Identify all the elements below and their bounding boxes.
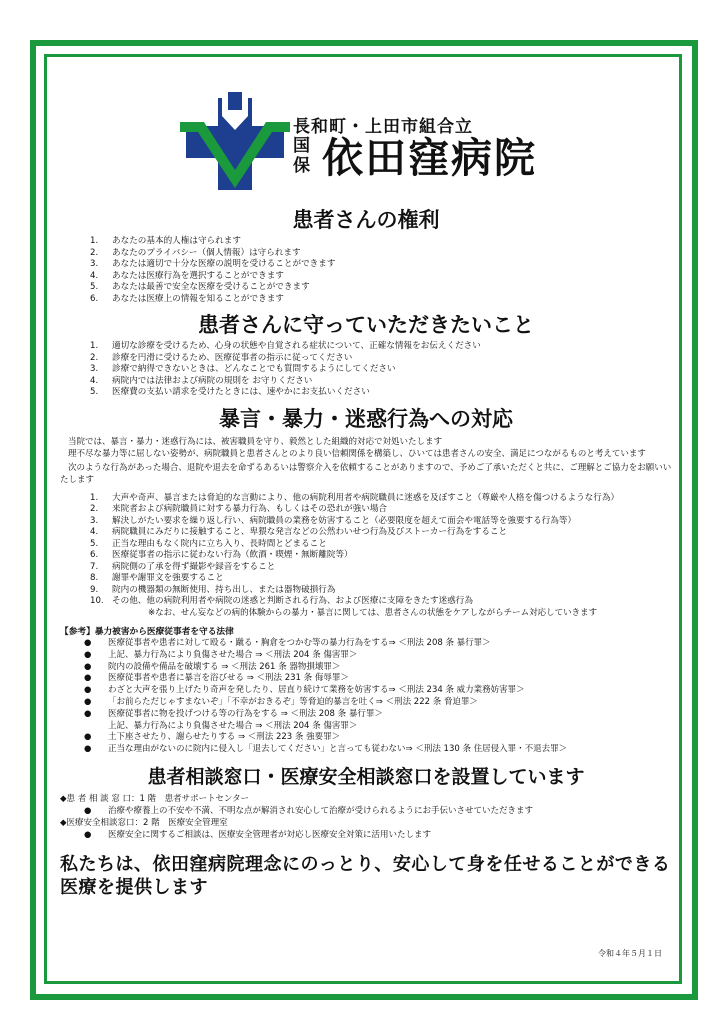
hospital-subtitle: 長和町・上田市組合立 bbox=[293, 117, 473, 137]
list-item: 1. 大声や奇声、暴言または脅迫的な言動により、他の病院利用者や病院職員に迷惑を及ぼすこと（尊厳や人格を傷つけるような行為） bbox=[90, 492, 620, 503]
list-item: 3. あなたは適切で十分な医療の説明を受けることができます bbox=[90, 259, 336, 269]
list-item: 4. あなたは医療行為を選択することができます bbox=[90, 270, 284, 281]
consultation-title: 患者相談窓口・医療安全相談窓口を設置しています bbox=[147, 765, 585, 788]
list-item: ● 医療従事者や患者に暴言を浴びせる ⇒ ＜刑法 231 条 侮辱罪＞ bbox=[84, 673, 349, 684]
list-item: 6. あなたは医療上の情報を知ることができます bbox=[90, 293, 284, 304]
list-item: 2. あなたのプライバシー（個人情報）は守られます bbox=[90, 247, 301, 258]
list-item: 3. 解決しがたい要求を繰り返し行い、病院職員の業務を妨害すること（必要限度を超えて面会や電話等を強要する行為等） bbox=[90, 515, 577, 526]
list-item: 9. 院内の機器類の無断使用、持ち出し、または器物破損行為 bbox=[90, 584, 336, 595]
list-item: 5. 医療費の支払い請求を受けたときには、速やかにお支払いください bbox=[90, 387, 370, 397]
kokuho-label: 国保 bbox=[293, 136, 310, 176]
list-item: ● 正当な理由がないのに院内に侵入し「退去してください」と言っても従わない⇒ ＜刑法 130 条 住居侵入罪・不退去罪＞ bbox=[84, 744, 568, 755]
list-item: 2. 来院者および病院職員に対する暴力行為、もしくはその恐れが強い場合 bbox=[90, 504, 388, 514]
list-item: 4. 病院内では法律および病院の規則を お守りください bbox=[90, 375, 313, 386]
violence-paragraph: 理不尽な暴力等に屈しない姿勢が、病院職員と患者さんとのより良い信頼関係を構築し、ひいては患者さんの安全、満足につながるものと考えています bbox=[68, 448, 646, 459]
violence-paragraph: 次のような行為があった場合、退院や退去を命ずるあるいは警察介入を依頼することがありますので、予めご了承いただくと共に、ご理解とご協力をお願いいたします bbox=[60, 462, 672, 485]
list-item: 2. 診療を円滑に受けるため、医療従事者の指示に従ってください bbox=[90, 352, 353, 363]
rights-title: 患者さんの権利 bbox=[292, 208, 440, 232]
requests-title: 患者さんに守っていただきたいこと bbox=[198, 313, 534, 337]
poster-content bbox=[60, 92, 672, 899]
list-item: ● 「お前らただじゃすまないぞ」「不幸がおきるぞ」等脅迫的暴言を吐く⇒ ＜刑法 222 条 脅迫罪＞ bbox=[84, 696, 478, 707]
rights-list bbox=[60, 236, 672, 305]
closing-statement: 私たちは、依田窪病院理念にのっとり、安心して身を任せることができる医療を提供します bbox=[60, 853, 671, 898]
hospital-name: 依田窪病院 bbox=[322, 134, 537, 182]
issue-date: 令和４年５月１日 bbox=[598, 949, 662, 958]
reference-title: 【参考】暴力被害から医療従事者を守る法律 bbox=[60, 627, 234, 637]
cross-logo-icon bbox=[180, 92, 290, 196]
list-item: 6. 医療従事者の指示に従わない行為（飲酒・喫煙・無断離院等） bbox=[90, 550, 353, 560]
patient-desk-label: ◆患 者 相 談 窓 口：1 階 患者サポートセンター bbox=[60, 793, 250, 804]
list-item: ● 院内の設備や備品を破壊する ⇒ ＜刑法 261 条 器物損壊罪＞ bbox=[84, 661, 341, 672]
violence-title: 暴言・暴力・迷惑行為への対応 bbox=[219, 406, 513, 431]
list-item: 7. 病院側の了承を得ず撮影や録音をすること bbox=[90, 561, 276, 572]
violence-list bbox=[60, 493, 672, 608]
requests-list bbox=[60, 341, 672, 399]
list-item: 3. 診療で納得できないときは、どんなことでも質問するようにしてください bbox=[90, 364, 396, 374]
safety-desk-label: ◆医療安全相談窓口：2 階 医療安全管理室 bbox=[60, 817, 228, 828]
list-item: ● 上記、暴力行為により負傷させた場合 ⇒ ＜刑法 204 条 傷害罪＞ bbox=[84, 649, 358, 660]
list-item: 上記、暴力行為により負傷させた場合 ⇒ ＜刑法 204 条 傷害罪＞ bbox=[108, 720, 358, 731]
list-item: ● 医療従事者や患者に対して殴る・蹴る・胸倉をつかむ等の暴力行為をする⇒ ＜刑法 208 条 暴行罪＞ bbox=[84, 638, 491, 648]
violence-note: ※なお、せん妄などの病的体験からの暴力・暴言に関しては、患者さんの状態をケアしながらチーム対応していきます bbox=[148, 607, 598, 618]
reference-list bbox=[60, 638, 672, 756]
list-item: 4. 病院職員にみだりに接触すること、卑猥な発言などの公然わいせつ行為及びストーカー行為をすること bbox=[90, 527, 508, 537]
list-item: ● 土下座させたり、謝らせたりする ⇒ ＜刑法 223 条 強要罪＞ bbox=[84, 732, 341, 743]
list-item: ● 医療従事者に物を投げつける等の行為をする ⇒ ＜刑法 208 条 暴行罪＞ bbox=[84, 708, 383, 719]
hospital-header bbox=[60, 92, 672, 202]
patient-desk-desc: ● 治療や療養上の不安や不満、不明な点が解消され安心して治療が受けられるようにお手伝いさせていただきます bbox=[84, 805, 534, 816]
list-item: 5. 正当な理由もなく院内に立ち入り、長時間とどまること bbox=[90, 538, 327, 549]
list-item: ● わざと大声を張り上げたり奇声を発したり、居直り続けて業務を妨害する⇒ ＜刑法 234 条 威力業務妨害罪＞ bbox=[84, 685, 525, 696]
list-item: 5. あなたは最善で安全な医療を受けることができます bbox=[90, 282, 310, 292]
safety-desk-desc: ● 医療安全に関するご相談は、医療安全管理者が対応し医療安全対策に活用いたします bbox=[84, 829, 432, 840]
list-item: 10. その他、他の病院利用者や病院の迷惑と判断される行為、および医療に支障をきたす迷惑行為 bbox=[90, 596, 473, 606]
list-item: 1. あなたの基本的人権は守られます bbox=[90, 236, 241, 246]
list-item: 1. 適切な診療を受けるため、心身の状態や自覚される症状について、正確な情報をお伝えください bbox=[90, 341, 481, 351]
violence-paragraph: 当院では、暴言・暴力・迷惑行為には、被害職員を守り、毅然とした組織的対応で対処いたします bbox=[68, 436, 443, 447]
list-item: 8. 謝罪や謝罪文を強要すること bbox=[90, 573, 224, 583]
